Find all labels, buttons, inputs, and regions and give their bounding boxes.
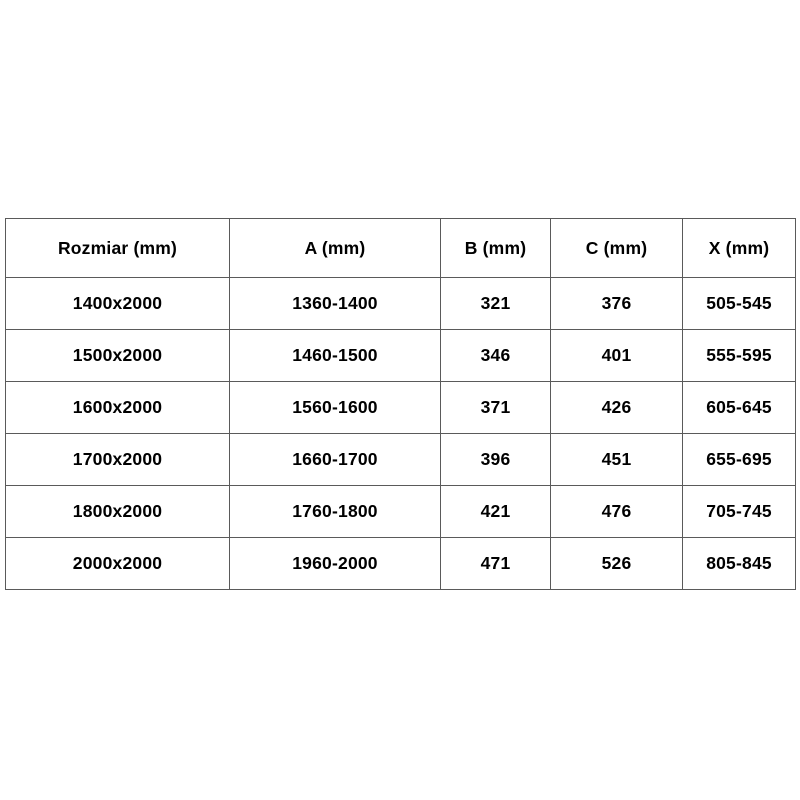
cell-c: 401	[551, 330, 683, 382]
column-header-c: C (mm)	[551, 219, 683, 278]
cell-c: 526	[551, 538, 683, 590]
column-header-a: A (mm)	[230, 219, 441, 278]
cell-a: 1960-2000	[230, 538, 441, 590]
cell-b: 321	[441, 278, 551, 330]
cell-rozmiar: 1600x2000	[6, 382, 230, 434]
cell-x: 605-645	[683, 382, 796, 434]
cell-b: 371	[441, 382, 551, 434]
cell-b: 421	[441, 486, 551, 538]
cell-x: 805-845	[683, 538, 796, 590]
table-body	[6, 278, 796, 590]
table-row	[6, 434, 796, 486]
table-header	[6, 219, 796, 278]
cell-c: 376	[551, 278, 683, 330]
cell-x: 555-595	[683, 330, 796, 382]
cell-a: 1760-1800	[230, 486, 441, 538]
table-row	[6, 486, 796, 538]
cell-a: 1560-1600	[230, 382, 441, 434]
cell-b: 471	[441, 538, 551, 590]
table-row	[6, 330, 796, 382]
table-header-row	[6, 219, 796, 278]
cell-b: 396	[441, 434, 551, 486]
cell-rozmiar: 2000x2000	[6, 538, 230, 590]
cell-a: 1660-1700	[230, 434, 441, 486]
cell-rozmiar: 1500x2000	[6, 330, 230, 382]
cell-x: 505-545	[683, 278, 796, 330]
cell-c: 476	[551, 486, 683, 538]
table-row	[6, 382, 796, 434]
cell-c: 426	[551, 382, 683, 434]
cell-c: 451	[551, 434, 683, 486]
cell-x: 655-695	[683, 434, 796, 486]
table-row	[6, 538, 796, 590]
cell-a: 1460-1500	[230, 330, 441, 382]
cell-b: 346	[441, 330, 551, 382]
cell-rozmiar: 1800x2000	[6, 486, 230, 538]
column-header-b: B (mm)	[441, 219, 551, 278]
column-header-rozmiar: Rozmiar (mm)	[6, 219, 230, 278]
size-table	[5, 218, 796, 590]
size-table-container	[5, 218, 795, 590]
cell-a: 1360-1400	[230, 278, 441, 330]
cell-x: 705-745	[683, 486, 796, 538]
table-row	[6, 278, 796, 330]
column-header-x: X (mm)	[683, 219, 796, 278]
cell-rozmiar: 1700x2000	[6, 434, 230, 486]
cell-rozmiar: 1400x2000	[6, 278, 230, 330]
